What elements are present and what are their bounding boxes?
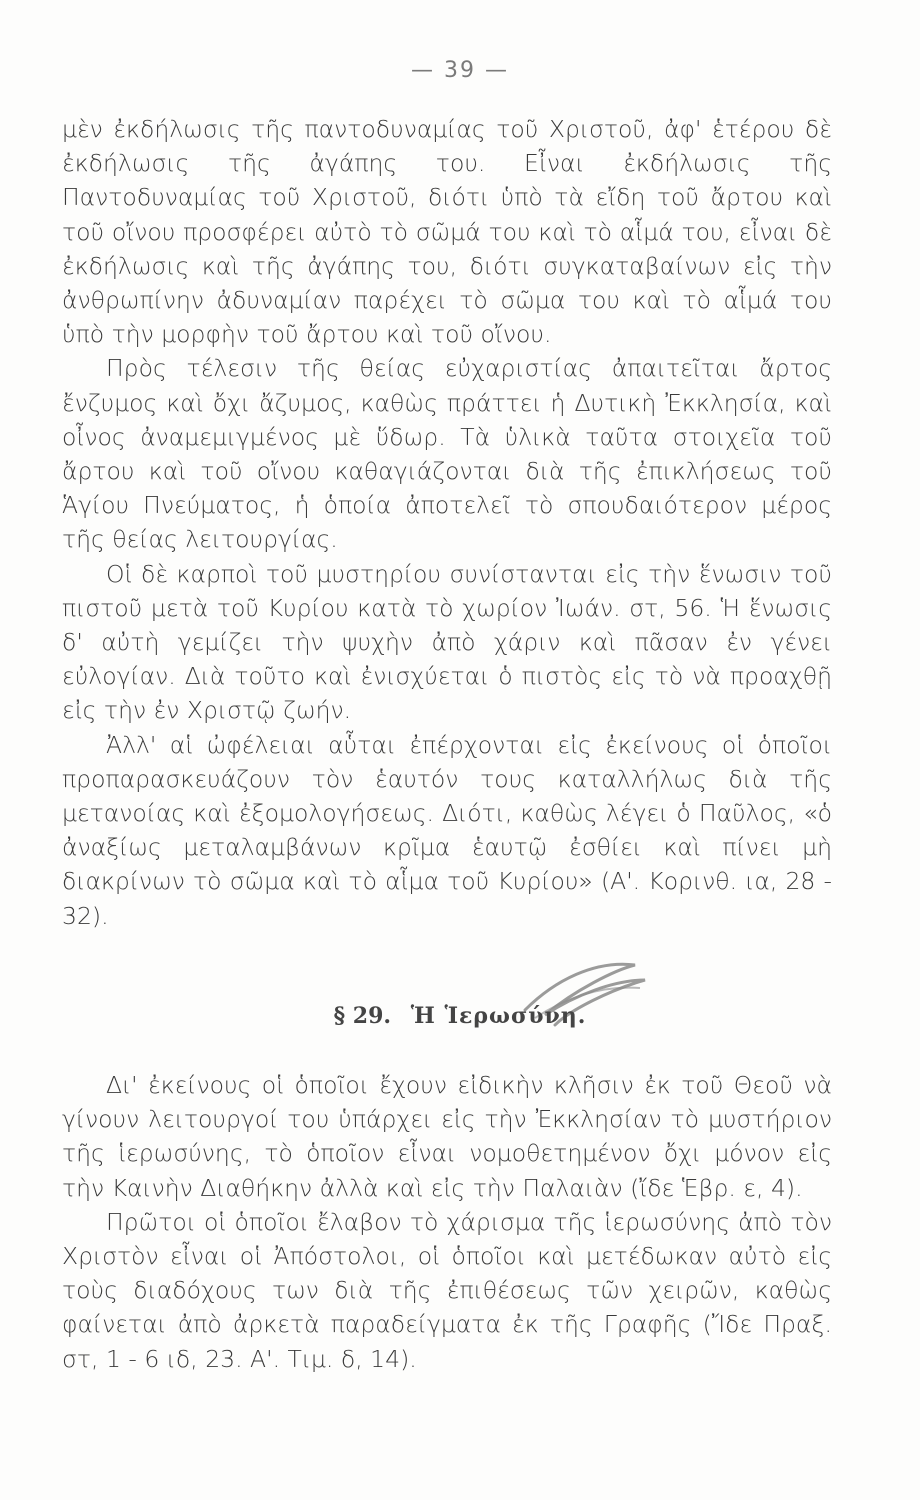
paragraph: Πρῶτοι οἱ ὁποῖοι ἔλαβον τὸ χάρισμα τῆς ἱερωσύνης ἀπὸ τὸν Χριστὸν εἶναι οἱ Ἀπόστολοι, οἱ ὁποῖοι καὶ μετέδωκαν αὐτὸ εἰς τοὺς διαδόχους των διὰ τῆς ἐπιθέσεως τῶν χειρῶν, καθὼς φαίνεται ἀπὸ ἀρκετὰ παραδείγματα ἐκ τῆς Γραφῆς (Ἴδε Πραξ. στ, 1 - 6 ιδ, 23. Α'. Τιμ. δ, 14).	[62, 1207, 832, 1373]
paragraph: Πρὸς τέλεσιν τῆς θείας εὐχαριστίας ἀπαιτεῖται ἄρτος ἔνζυμος καὶ ὄχι ἄζυμος, καθὼς πράττει ἡ Δυτικὴ Ἐκκλησία, καὶ οἶνος ἀναμεμιγμένος μὲ ὕδωρ. Τὰ ὑλικὰ ταῦτα στοιχεῖα τοῦ ἄρτου καὶ τοῦ οἴνου καθαγιάζονται διὰ τῆς ἐπικλήσεως τοῦ Ἁγίου Πνεύματος, ἡ ὁποία ἀποτελεῖ τὸ σπουδαιότερον μέρος τῆς θείας λειτουργίας.	[62, 354, 832, 554]
text-after-section	[62, 1068, 832, 1376]
section-title: Ἡ Ἱερωσύνη.	[410, 1003, 587, 1029]
page-number: — 39 —	[411, 58, 509, 83]
paragraph: Οἱ δὲ καρποὶ τοῦ μυστηρίου συνίστανται εἰς τὴν ἕνωσιν τοῦ πιστοῦ μετὰ τοῦ Κυρίου κατὰ τὸ χωρίον Ἰωάν. στ, 56. Ἡ ἕνωσις δ' αὐτὴ γεμίζει τὴν ψυχὴν ἀπὸ χάριν καὶ πᾶσαν ἐν γένει εὐλογίαν. Διὰ τοῦτο καὶ ἐνισχύεται ὁ πιστὸς εἰς τὸ νὰ προαχθῇ εἰς τὴν ἐν Χριστῷ ζωήν.	[62, 559, 832, 725]
paragraph: Δι' ἐκείνους οἱ ὁποῖοι ἔχουν εἰδικὴν κλῆσιν ἐκ τοῦ Θεοῦ νὰ γίνουν λειτουργοί του ὑπάρχει εἰς τὴν Ἐκκλησίαν τὸ μυστήριον τῆς ἱερωσύνης, τὸ ὁποῖον εἶναι νομοθετημένον ὄχι μόνον εἰς τὴν Καινὴν Διαθήκην ἀλλὰ καὶ εἰς τὴν Παλαιὰν (ἴδε Ἑβρ. ε, 4).	[62, 1071, 832, 1202]
section-number: § 29.	[333, 1003, 392, 1029]
section-heading	[0, 1003, 920, 1029]
text-before-section	[62, 112, 832, 933]
paragraph: μὲν ἐκδήλωσις τῆς παντοδυναμίας τοῦ Χριστοῦ, ἀφ' ἑτέρου δὲ ἐκδήλωσις τῆς ἀγάπης του. Εἶναι ἐκδήλωσις τῆς Παντοδυναμίας τοῦ Χριστοῦ, διότι ὑπὸ τὰ εἴδη τοῦ ἄρτου καὶ τοῦ οἴνου προσφέρει αὐτὸ τὸ σῶμά του καὶ τὸ αἷμά του, εἶναι δὲ ἐκδήλωσις καὶ τῆς ἀγάπης του, διότι συγκαταβαίνων εἰς τὴν ἀνθρωπίνην ἀδυναμίαν παρέχει τὸ σῶμα του καὶ τὸ αἷμά του ὑπὸ τὴν μορφὴν τοῦ ἄρτου καὶ τοῦ οἴνου.	[62, 115, 832, 349]
paragraph: Ἀλλ' αἱ ὠφέλειαι αὗται ἐπέρχονται εἰς ἐκείνους οἱ ὁποῖοι προπαρασκευάζουν τὸν ἑαυτόν τους καταλλήλως διὰ τῆς μετανοίας καὶ ἐξομολογήσεως. Διότι, καθὼς λέγει ὁ Παῦλος, «ὁ ἀναξίως μεταλαμβάνων κρῖμα ἑαυτῷ ἐσθίει καὶ πίνει μὴ διακρίνων τὸ σῶμα καὶ τὸ αἷμα τοῦ Κυρίου» (Α'. Κορινθ. ια, 28 - 32).	[62, 730, 832, 930]
